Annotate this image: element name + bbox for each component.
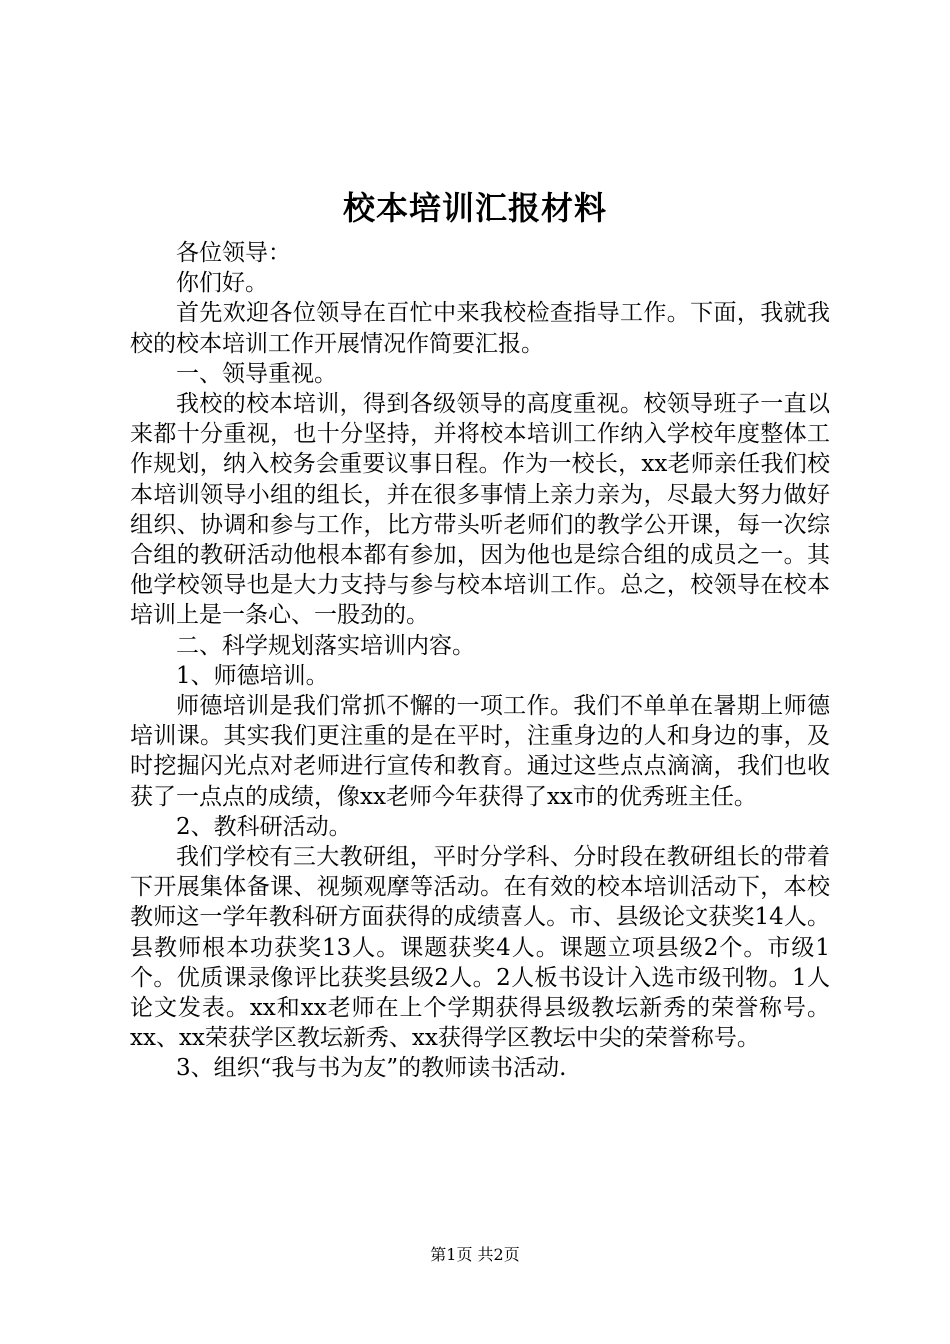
- subsection-1-paragraph: 师德培训是我们常抓不懈的一项工作。我们不单单在暑期上师德培训课。其实我们更注重的是在平时，注重身边的人和身边的事，及时挖掘闪光点对老师进行宣传和教育。通过这些点点滴滴，我们也收获了一点点的成绩，像xx老师今年获得了xx市的优秀班主任。: [130, 693, 830, 810]
- page-number-footer: 第1页 共2页: [430, 1245, 520, 1264]
- section-heading-1: 一、领导重视。: [176, 360, 337, 387]
- subsection-2-paragraph: 我们学校有三大教研组，平时分学科、分时段在教研组长的带着下开展集体备课、视频观摩等活动。在有效的校本培训活动下，本校教师这一学年教科研方面获得的成绩喜人。市、县级论文获奖14人。县教师根本功获奖13人。课题获奖4人。课题立项县级2个。市级1个。优质课录像评比获奖县级2人。2人板书设计入选市级刊物。1人论文发表。xx和xx老师在上个学期获得县级教坛新秀的荣誉称号。xx、xx荣获学区教坛新秀、xx获得学区教坛中尖的荣誉称号。: [130, 844, 830, 1052]
- salutation: 各位领导：: [176, 240, 291, 266]
- section-heading-2: 二、科学规划落实培训内容。: [176, 632, 475, 659]
- intro-paragraph: 首先欢迎各位领导在百忙中来我校检查指导工作。下面，我就我校的校本培训工作开展情况作简要汇报。: [130, 300, 830, 357]
- subsection-heading-1: 1、师德培训。: [176, 662, 329, 689]
- subsection-heading-2: 2、教科研活动。: [176, 813, 352, 840]
- document-title: 校本培训汇报材料: [342, 189, 607, 227]
- document-body: [130, 238, 830, 1084]
- subsection-heading-3: 3、组织“我与书为友”的教师读书活动.: [176, 1055, 567, 1082]
- section-1-paragraph: 我校的校本培训，得到各级领导的高度重视。校领导班子一直以来都十分重视，也十分坚持，并将校本培训工作纳入学校年度整体工作规划，纳入校务会重要议事日程。作为一校长，xx老师亲任我们校本培训领导小组的组长，并在很多事情上亲力亲为，尽最大努力做好组织、协调和参与工作，比方带头听老师们的教学公开课，每一次综合组的教研活动他根本都有参加，因为他也是综合组的成员之一。其他学校领导也是大力支持与参与校本培训工作。总之，校领导在校本培训上是一条心、一股劲的。: [130, 391, 830, 629]
- greeting: 你们好。: [176, 270, 268, 297]
